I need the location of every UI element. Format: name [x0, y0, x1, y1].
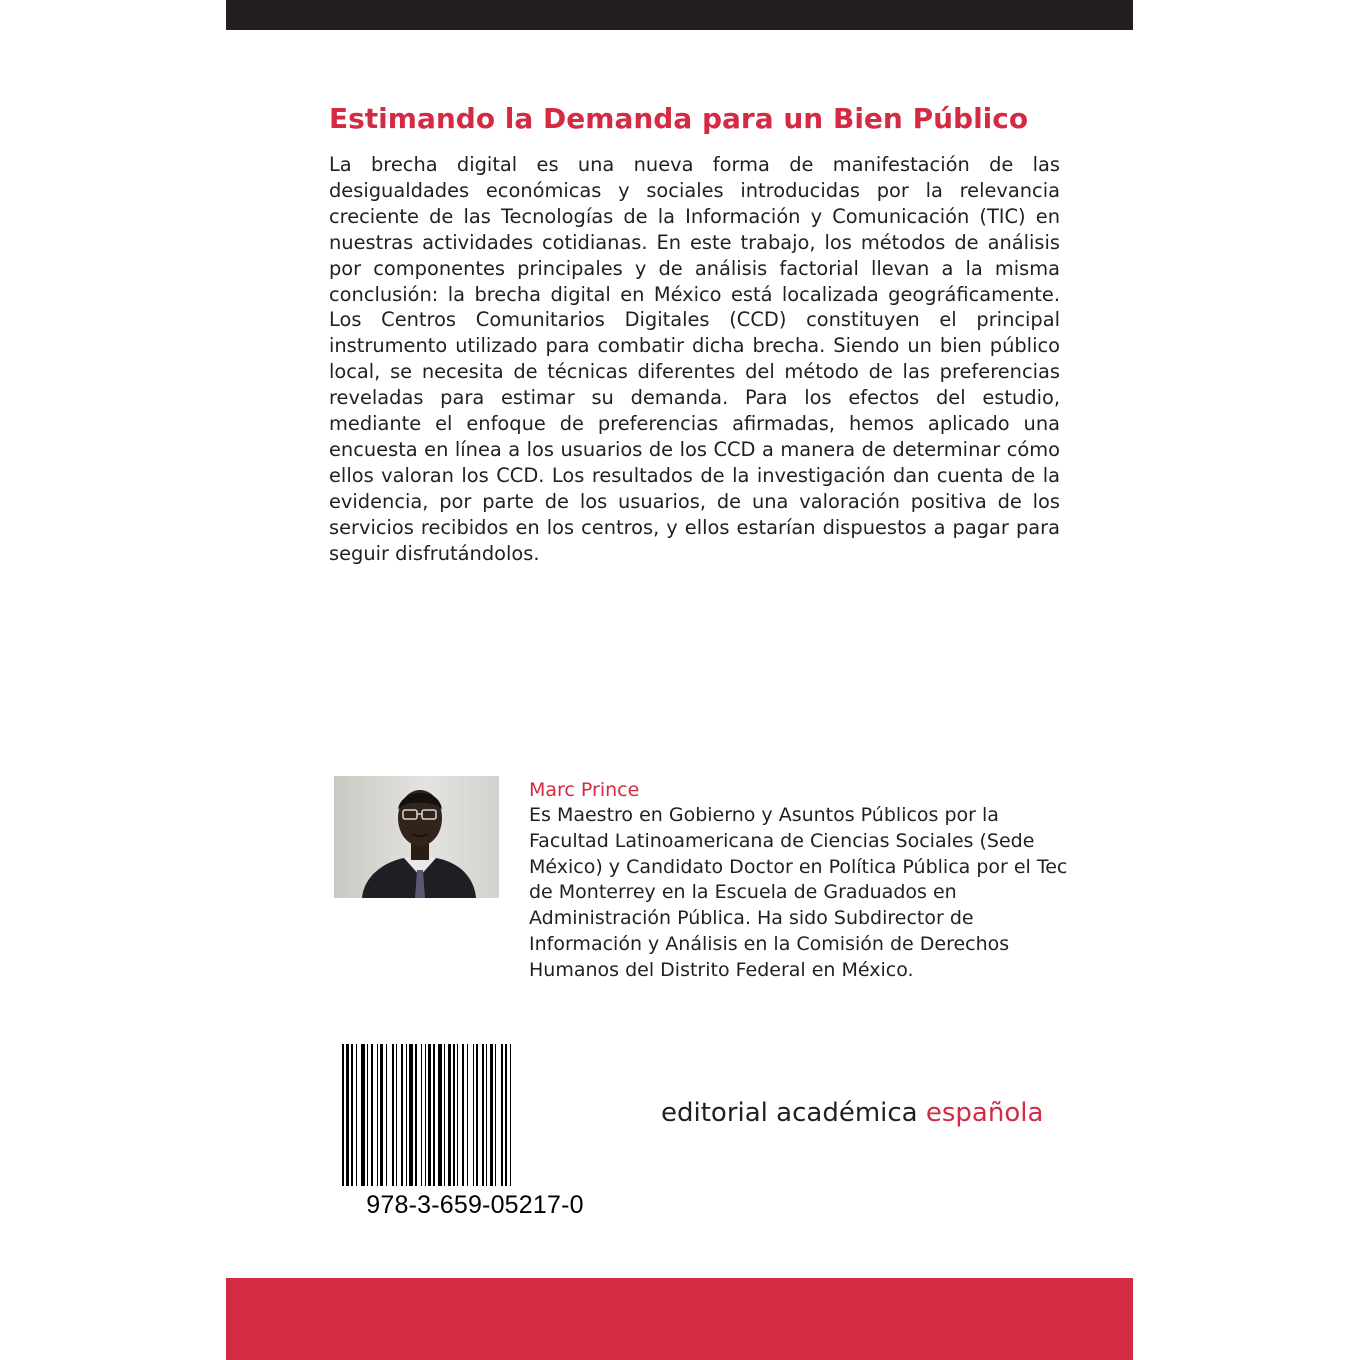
barcode-bar — [377, 1044, 378, 1186]
barcode-bar — [433, 1044, 435, 1186]
barcode-bar — [409, 1044, 413, 1186]
barcode-bar — [501, 1044, 503, 1186]
barcode-bar — [361, 1044, 365, 1186]
barcode-bar — [351, 1044, 353, 1186]
barcode-bar — [415, 1044, 417, 1186]
bottom-band — [226, 1278, 1133, 1360]
barcode-bar — [380, 1044, 383, 1186]
barcode-bar — [438, 1044, 442, 1186]
barcode-bar — [396, 1044, 397, 1186]
isbn-number: 978-3-659-05217-0 — [366, 1191, 584, 1219]
author-photo — [334, 776, 499, 898]
book-title: Estimando la Demanda para un Bien Público — [329, 102, 1029, 135]
barcode-bar — [448, 1044, 451, 1186]
barcode-bar — [486, 1044, 487, 1186]
barcode-bar — [482, 1044, 484, 1186]
publisher-name-part1: editorial académica — [661, 1098, 926, 1128]
barcode-bar — [510, 1044, 511, 1186]
author-bio: Es Maestro en Gobierno y Asuntos Públicos por la Facultad Latinoamericana de Ciencias Sociales (Sede México) y Candidato Doctor en Política Pública por el Tec de Monterrey en la Escuela de Graduados en Administración Pública. Ha sido Subdirector de Información y Análisis en la Comisión de Derechos Humanos del Distrito Federal en México. — [529, 804, 1068, 981]
barcode-bar — [505, 1044, 507, 1186]
book-abstract: La brecha digital es una nueva forma de manifestación de las desigualdades económicas y sociales introducidas por la relevancia creciente de las Tecnologías de la Información y Comunicación (TIC) en nuestras actividades cotidianas. En este trabajo, los métodos de análisis por componentes principales y de análisis factorial llevan a la misma conclusión: la brecha digital en México está localizada geográficamente. Los Centros Comunitarios Digitales (CCD) constituyen el principal instrumento utilizado para combatir dicha brecha. Siendo un bien público local, se necesita de técnicas diferentes del método de las preferencias reveladas para estimar su demanda. Para los efectos del estudio, mediante el enfoque de preferencias afirmadas, hemos aplicado una encuesta en línea a los usuarios de los CCD a manera de determinar cómo ellos valoran los CCD. Los resultados de la investigación dan cuenta de la evidencia, por parte de los usuarios, de una valoración positiva de los servicios recibidos en los centros, y ellos estarían dispuestos a pagar para seguir disfrutándolos. — [329, 153, 1060, 565]
barcode-bar — [490, 1044, 493, 1186]
barcode-bar — [342, 1044, 344, 1186]
barcode-bar — [406, 1044, 407, 1186]
barcode-bar — [428, 1044, 431, 1186]
barcode-bar — [457, 1044, 458, 1186]
barcode-bar — [473, 1044, 474, 1186]
barcode-bar — [421, 1044, 422, 1186]
barcode-bar — [467, 1044, 468, 1186]
barcode-bar — [401, 1044, 403, 1186]
barcode-bar — [367, 1044, 368, 1186]
barcode-bar — [356, 1044, 357, 1186]
barcode-bar — [386, 1044, 387, 1186]
barcode-bar — [462, 1044, 464, 1186]
author-name: Marc Prince — [529, 779, 640, 801]
barcode-bar — [392, 1044, 394, 1186]
barcode-bar — [476, 1044, 478, 1186]
publisher-name — [661, 1093, 1043, 1133]
barcode-bar — [371, 1044, 373, 1186]
publisher-name-part2: española — [925, 1098, 1044, 1128]
barcode-bar — [495, 1044, 496, 1186]
barcode-bar — [444, 1044, 445, 1186]
author-portrait-image — [334, 776, 499, 898]
book-back-cover — [226, 0, 1133, 1360]
barcode-bar — [346, 1044, 349, 1186]
isbn-barcode — [342, 1044, 608, 1186]
barcode-bar — [453, 1044, 455, 1186]
barcode-bar — [425, 1044, 426, 1186]
top-band — [226, 0, 1133, 30]
